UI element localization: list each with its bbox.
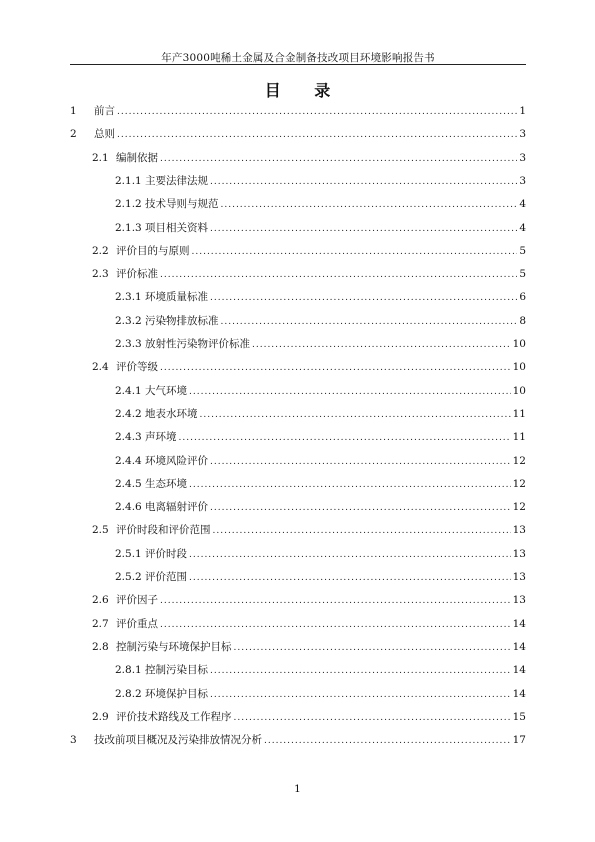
- toc-entry[interactable]: [92, 150, 526, 170]
- toc-entry-page: 3: [519, 174, 526, 187]
- toc-entry[interactable]: [70, 103, 526, 123]
- toc-dot-leader: [234, 713, 511, 723]
- toc-dot-leader: [252, 340, 511, 350]
- toc-entry-label: 生态环境: [145, 477, 187, 490]
- toc-entry-label: 放射性污染物评价标准: [145, 338, 250, 350]
- toc-entry-page: 12: [512, 477, 526, 490]
- toc-dot-leader: [179, 433, 511, 443]
- toc-entry[interactable]: [115, 196, 526, 216]
- toc-entry[interactable]: [92, 522, 526, 542]
- header-rule: [70, 64, 526, 65]
- toc-entry[interactable]: [70, 126, 526, 146]
- toc-entry-label: 项目相关资料: [145, 221, 208, 234]
- toc-entry-number: 2.4: [92, 361, 109, 374]
- toc-entry-number: 2.4.4: [115, 454, 142, 467]
- toc-entry-label: 总则: [94, 128, 115, 141]
- toc-entry[interactable]: [92, 266, 526, 286]
- toc-dot-leader: [117, 107, 517, 117]
- toc-entry[interactable]: [92, 592, 526, 612]
- toc-entry-label: 评价等级: [116, 361, 158, 374]
- toc-entry-label: 评价时段和评价范围: [116, 524, 211, 537]
- toc-entry-number: 1: [70, 105, 77, 117]
- running-header: 年产3000吨稀土金属及合金制备技改项目环境影响报告书: [161, 52, 435, 64]
- toc-entry-number: 2.3.2: [115, 314, 142, 327]
- toc-entry-number: 2.3: [92, 268, 109, 281]
- toc-entry-number: 2.5.2: [115, 571, 142, 583]
- toc-dot-leader: [210, 666, 511, 676]
- toc-dot-leader: [210, 224, 517, 234]
- toc-dot-leader: [213, 526, 511, 536]
- toc-entry-label: 主要法律法规: [145, 174, 208, 187]
- toc-entry-page: 12: [512, 454, 526, 467]
- toc-entry[interactable]: [115, 383, 526, 403]
- toc-dot-leader: [210, 177, 517, 187]
- toc-entry-number: 3: [70, 734, 77, 747]
- toc-dot-leader: [200, 410, 511, 420]
- toc-entry-label: 评价重点: [116, 617, 158, 630]
- toc-entry-label: 环境保护目标: [145, 687, 208, 700]
- toc-entry-page: 14: [512, 640, 526, 653]
- toc-entry-number: 2.8.2: [115, 687, 142, 700]
- toc-entry-number: 2.5: [92, 524, 109, 537]
- toc-entry-page: 8: [519, 314, 526, 327]
- toc-entry-label: 声环境: [145, 431, 177, 444]
- toc-dot-leader: [189, 480, 511, 490]
- toc-entry-label: 编制依据: [116, 151, 158, 164]
- toc-entry-label: 污染物排放标准: [145, 314, 219, 327]
- toc-dot-leader: [160, 270, 517, 280]
- toc-dot-leader: [160, 154, 517, 164]
- toc-entry-number: 2.3.1: [115, 291, 142, 304]
- toc-dot-leader: [117, 130, 517, 140]
- toc-entry-number: 2.8.1: [115, 664, 142, 677]
- toc-entry[interactable]: [115, 336, 526, 356]
- toc-entry-page: 11: [512, 431, 526, 444]
- toc-entry[interactable]: [115, 406, 526, 426]
- toc-dot-leader: [221, 200, 518, 210]
- toc-entry-label: 大气环境: [145, 384, 187, 397]
- toc-entry-page: 5: [519, 268, 526, 281]
- toc-entry-page: 6: [519, 291, 526, 304]
- toc-entry-page: 3: [519, 128, 526, 141]
- toc-dot-leader: [192, 247, 518, 257]
- toc-entry[interactable]: [92, 709, 526, 729]
- toc-entry[interactable]: [115, 220, 526, 240]
- toc-entry-page: 4: [519, 221, 526, 234]
- toc-entry-number: 2.1: [92, 151, 109, 164]
- toc-entry-number: 2.1.3: [115, 221, 142, 234]
- toc-title: 目 录: [264, 81, 345, 100]
- toc-entry[interactable]: [92, 243, 526, 263]
- toc-dot-leader: [210, 457, 511, 467]
- toc-entry-label: 前言: [94, 105, 115, 117]
- toc-entry[interactable]: [92, 359, 526, 379]
- toc-entry-page: 13: [512, 571, 526, 583]
- toc-entry-page: 15: [512, 710, 526, 723]
- page-number: 1: [294, 783, 301, 795]
- toc-dot-leader: [160, 620, 511, 630]
- toc-dot-leader: [210, 503, 511, 513]
- toc-entry-label: 地表水环境: [145, 407, 198, 420]
- toc-entry-page: 10: [512, 361, 526, 374]
- toc-entry-page: 4: [519, 198, 526, 211]
- toc-entry[interactable]: [115, 686, 526, 706]
- toc-entry[interactable]: [115, 313, 526, 333]
- toc-entry[interactable]: [92, 639, 526, 659]
- toc-entry-page: 5: [519, 244, 526, 257]
- toc-entry-label: 评价时段: [145, 547, 187, 560]
- toc-entry-page: 14: [512, 687, 526, 700]
- toc-entry-page: 1: [519, 105, 526, 117]
- toc-entry-number: 2.4.1: [115, 384, 142, 397]
- toc-entry-label: 技改前项目概况及污染排放情况分析: [94, 734, 262, 747]
- toc-dot-leader: [160, 363, 511, 373]
- toc-entry-page: 14: [512, 617, 526, 630]
- toc-entry-label: 评价范围: [145, 571, 187, 583]
- toc-entry-page: 13: [512, 524, 526, 537]
- toc-entry-page: 13: [512, 547, 526, 560]
- toc-entry-number: 2.4.3: [115, 431, 142, 444]
- toc-entry[interactable]: [115, 429, 526, 449]
- toc-entry-number: 2.3.3: [115, 338, 142, 350]
- toc-entry-label: 评价因子: [116, 594, 158, 607]
- toc-entry[interactable]: [115, 453, 526, 473]
- toc-entry-label: 环境风险评价: [145, 454, 208, 467]
- toc-entry-label: 控制污染目标: [145, 664, 208, 677]
- toc-entry-number: 2.2: [92, 244, 109, 257]
- toc-entry-label: 控制污染与环境保护目标: [116, 640, 232, 653]
- toc-entry-label: 评价技术路线及工作程序: [116, 710, 232, 723]
- toc-dot-leader: [221, 317, 518, 327]
- toc-entry-number: 2.4.2: [115, 407, 142, 420]
- toc-entry[interactable]: [115, 476, 526, 496]
- toc-entry-number: 2.6: [92, 594, 109, 607]
- toc-entry[interactable]: [115, 173, 526, 193]
- toc-dot-leader: [189, 550, 511, 560]
- toc-entry-page: 3: [519, 151, 526, 164]
- toc-dot-leader: [264, 736, 511, 746]
- toc-entry-label: 评价标准: [116, 268, 158, 281]
- toc-entry-number: 2: [70, 128, 77, 141]
- toc-entry-page: 17: [512, 734, 526, 747]
- toc-entry-label: 评价目的与原则: [116, 244, 190, 257]
- toc-entry-number: 2.4.6: [115, 501, 142, 514]
- toc-dot-leader: [160, 596, 511, 606]
- toc-entry-label: 技术导则与规范: [145, 198, 219, 211]
- toc-dot-leader: [210, 293, 517, 303]
- toc-entry-page: 10: [512, 384, 526, 397]
- toc-entry-number: 2.9: [92, 710, 109, 723]
- toc-entry[interactable]: [92, 616, 526, 636]
- toc-entry[interactable]: [115, 499, 526, 519]
- toc-entry-number: 2.1.2: [115, 198, 142, 211]
- toc-entry-page: 12: [512, 501, 526, 514]
- toc-entry-page: 11: [512, 407, 526, 420]
- toc-dot-leader: [189, 573, 511, 583]
- toc-entry-number: 2.8: [92, 640, 109, 653]
- toc-entry-number: 2.1.1: [115, 174, 142, 187]
- toc-entry-page: 10: [512, 338, 526, 350]
- toc-entry-label: 环境质量标准: [145, 291, 208, 304]
- toc-dot-leader: [234, 643, 511, 653]
- toc-entry-page: 13: [512, 594, 526, 607]
- toc-entry[interactable]: [115, 546, 526, 566]
- toc-entry[interactable]: [115, 289, 526, 309]
- toc-dot-leader: [210, 690, 511, 700]
- toc-entry-number: 2.5.1: [115, 547, 142, 560]
- toc-dot-leader: [189, 387, 511, 397]
- toc-entry[interactable]: [115, 569, 526, 589]
- toc-entry-page: 14: [512, 664, 526, 677]
- toc-entry[interactable]: [115, 662, 526, 682]
- toc-entry-number: 2.4.5: [115, 477, 142, 490]
- toc-entry-label: 电离辐射评价: [145, 501, 208, 514]
- toc-entry-number: 2.7: [92, 617, 109, 630]
- toc-entry[interactable]: [70, 732, 526, 752]
